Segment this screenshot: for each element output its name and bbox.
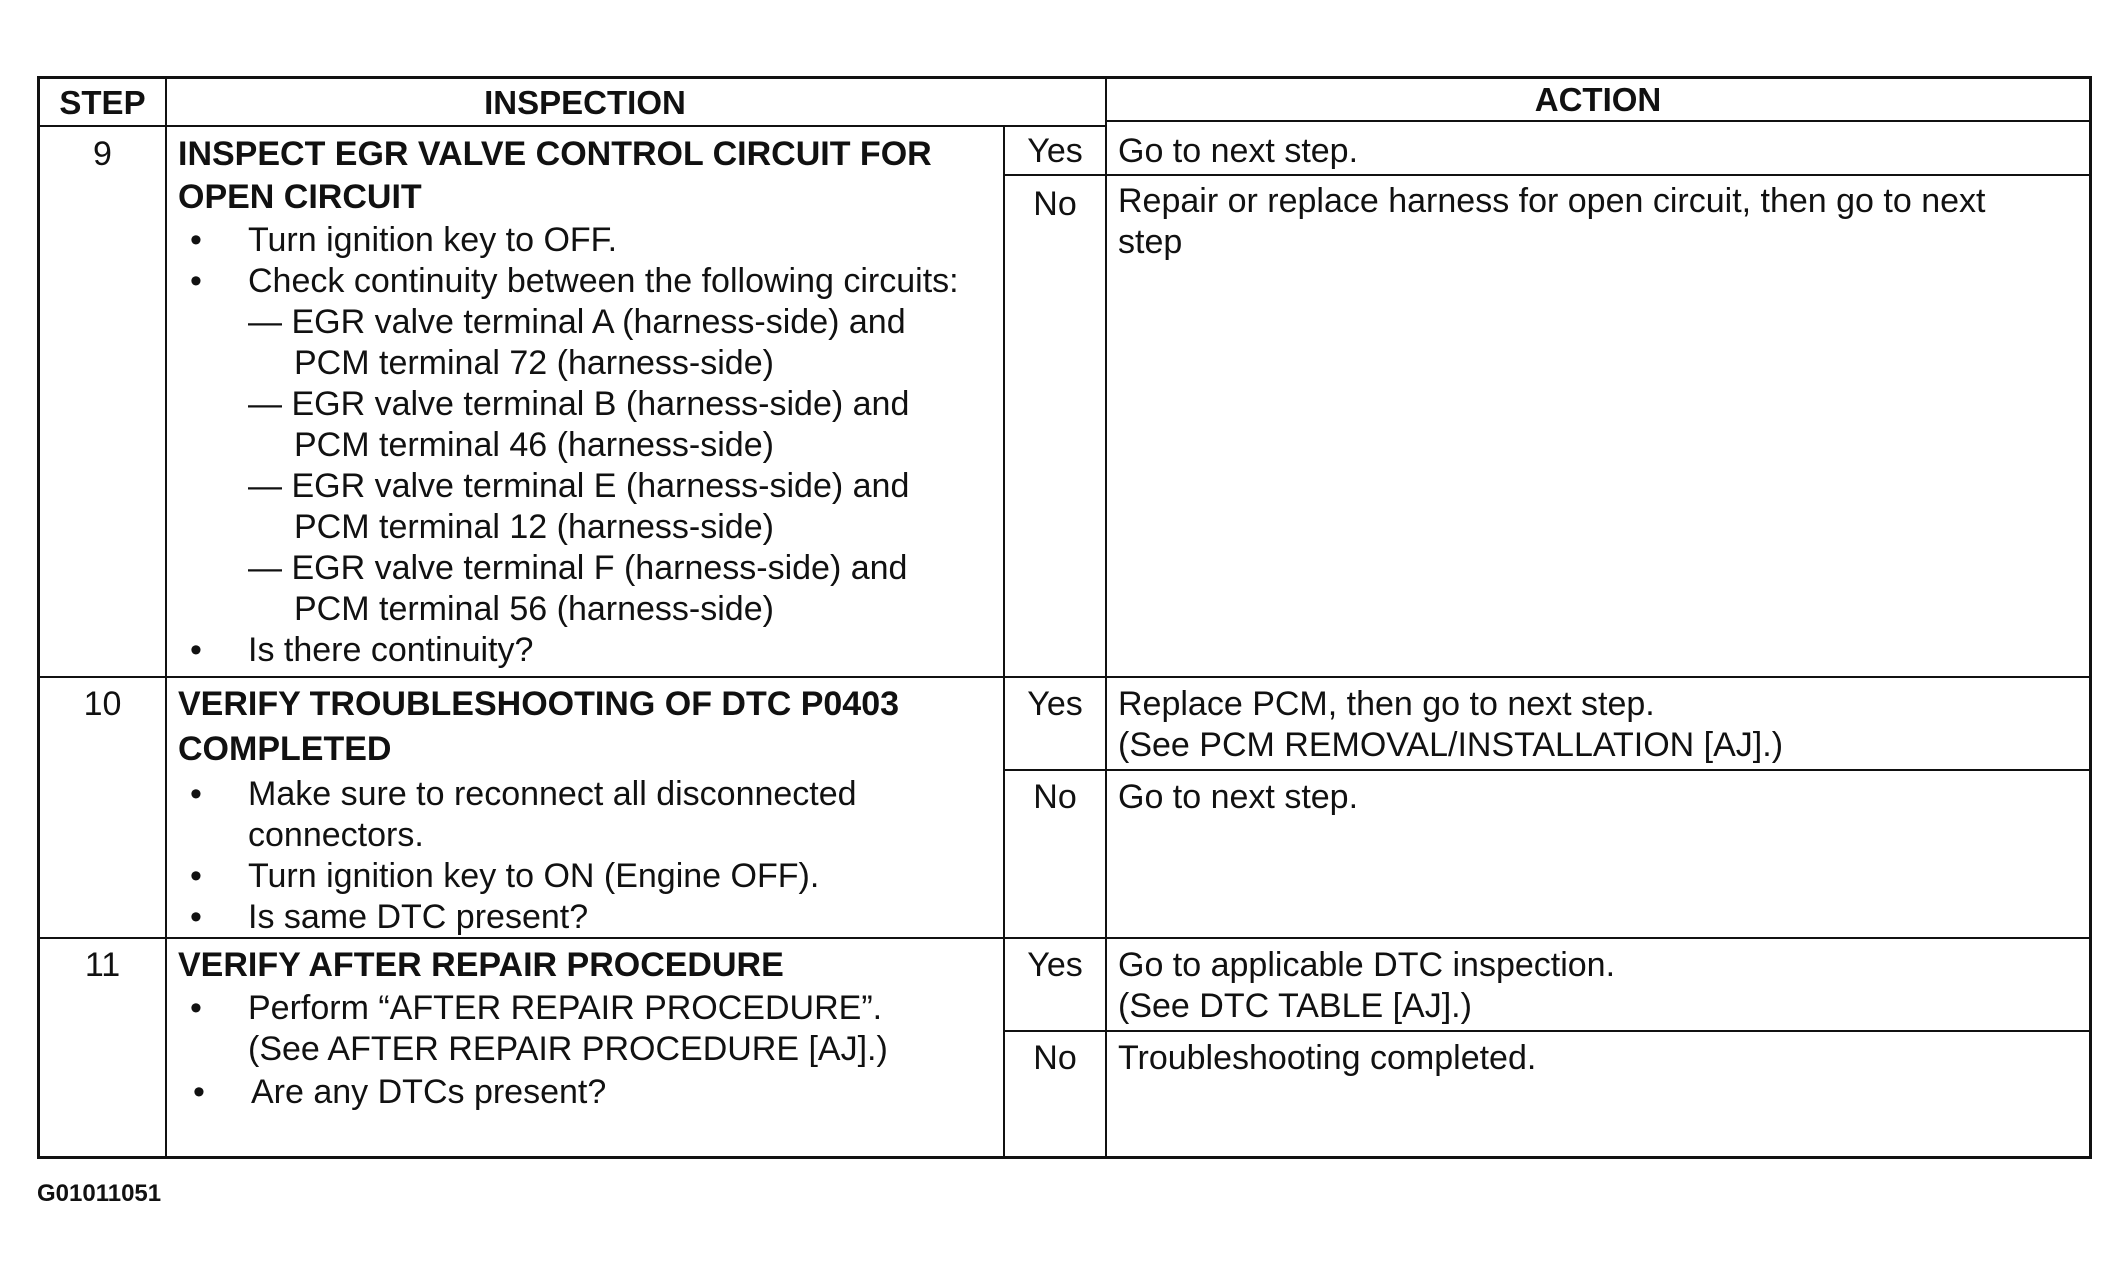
header-action: ACTION	[1534, 81, 1662, 118]
no-action: Go to next step.	[1118, 778, 1359, 816]
step-title: COMPLETED	[178, 730, 392, 768]
header-rule-right	[1106, 120, 2089, 122]
no-action: Repair or replace harness for open circuit, then go to next	[1118, 182, 1986, 220]
yes-label: Yes	[1027, 685, 1083, 723]
bullet-icon: •	[190, 857, 202, 895]
sub-item: — EGR valve terminal F (harness-side) and	[248, 549, 908, 587]
col-divider-action	[1105, 79, 1107, 1156]
no-label: No	[1033, 1039, 1077, 1077]
step10-yes-rule	[1003, 769, 2089, 771]
sub-item: — EGR valve terminal A (harness-side) and	[248, 303, 906, 341]
step-number: 9	[93, 135, 112, 173]
step-title: INSPECT EGR VALVE CONTROL CIRCUIT FOR	[178, 135, 932, 173]
header-step: STEP	[59, 84, 146, 121]
sub-item: — EGR valve terminal E (harness-side) and	[248, 467, 910, 505]
col-divider-step	[165, 79, 167, 1156]
bullet-icon: •	[190, 989, 202, 1027]
no-label: No	[1033, 185, 1077, 223]
step-title: VERIFY AFTER REPAIR PROCEDURE	[178, 946, 784, 984]
header-rule-left	[40, 125, 1106, 127]
sub-item: PCM terminal 46 (harness-side)	[294, 426, 774, 464]
yes-action: (See DTC TABLE [AJ].)	[1118, 987, 1472, 1025]
col-divider-yesno	[1003, 125, 1005, 1156]
sub-item: PCM terminal 12 (harness-side)	[294, 508, 774, 546]
no-action: step	[1118, 223, 1183, 261]
step9-yes-rule	[1003, 174, 2089, 176]
step11-yes-rule	[1003, 1030, 2089, 1032]
step9-bottom-rule	[40, 676, 2089, 678]
yes-action: Go to next step.	[1118, 132, 1359, 170]
no-label: No	[1033, 778, 1077, 816]
step-title: VERIFY TROUBLESHOOTING OF DTC P0403	[178, 685, 900, 723]
step-number: 10	[83, 685, 122, 723]
bullet-icon: •	[190, 775, 202, 813]
bullet-icon: •	[190, 898, 202, 936]
yes-action: Replace PCM, then go to next step.	[1118, 685, 1655, 723]
bullet-icon: •	[190, 221, 202, 259]
no-action: Troubleshooting completed.	[1118, 1039, 1537, 1077]
yes-label: Yes	[1027, 946, 1083, 984]
bullet-continuation: (See AFTER REPAIR PROCEDURE [AJ].)	[248, 1030, 888, 1068]
troubleshooting-table: STEP INSPECTION ACTION 9 INSPECT EGR VALVE CONTROL CIRCUIT FOR OPEN CIRCUIT • Turn ignition key to OFF. • Check continuity between the following circuits: — EGR valve terminal A (harness-side) and PCM terminal 72 (harness-side) — EGR valve terminal B (harness-side) and PCM terminal 46 (harness-side) — EGR valve terminal E (harness-side) and PCM terminal 12 (harness-side) — EGR valve terminal F (harness-side) and PCM terminal 56 (harness-side) • Is there continuity? Yes Go to next step. No Repair or replace harness for open circuit, then go to next step 10 VERIFY TROUBLESHOOTING OF DTC P0403 COMPLETED • Make sure to reconnect all disconnected connectors. • Turn ignition key to ON (Engine OFF). • Is same DTC present? Yes Replace PCM, then go to next step. (See PCM REMOVAL/INSTALLATION [AJ].) No Go to next step. 11 VERIFY AFTER REPAIR PROCEDURE • Perform “AFTER REPAIR PROCEDURE”. (See AFTER REPAIR PROCEDURE [AJ].) • Are any DTCs present? Yes Go to applicable DTC inspection. (See DTC TABLE [AJ].) No Troubleshooting completed.	[37, 76, 2092, 1159]
yes-label: Yes	[1027, 132, 1083, 170]
figure-code: G01011051	[37, 1180, 162, 1207]
step-title: OPEN CIRCUIT	[178, 178, 422, 216]
bullet-icon: •	[190, 631, 202, 669]
yes-action: (See PCM REMOVAL/INSTALLATION [AJ].)	[1118, 726, 1784, 764]
sub-item: PCM terminal 72 (harness-side)	[294, 344, 774, 382]
bullet-icon: •	[190, 262, 202, 300]
header-inspection: INSPECTION	[484, 84, 686, 121]
sub-item: PCM terminal 56 (harness-side)	[294, 590, 774, 628]
bullet-icon: •	[193, 1073, 205, 1111]
bullet-continuation: connectors.	[248, 816, 424, 854]
sub-item: — EGR valve terminal B (harness-side) and	[248, 385, 910, 423]
yes-action: Go to applicable DTC inspection.	[1118, 946, 1616, 984]
step-number: 11	[84, 946, 121, 984]
